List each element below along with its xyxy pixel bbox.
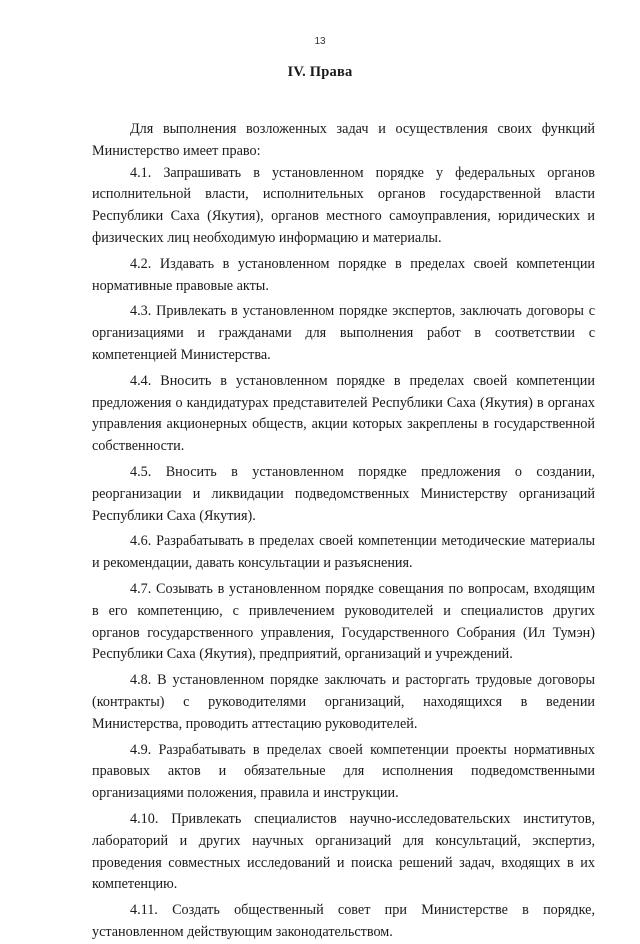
clause-4-3: 4.3. Привлекать в установленном порядке экспертов, заключать договоры с организациями и гражданами для выполнения работ в соответствии с компетенцией Министерства.: [92, 303, 595, 363]
section-body: [92, 119, 595, 944]
intro-paragraph: Для выполнения возложенных задач и осуществления своих функций Министерство имеет право:: [92, 121, 595, 159]
clause-4-9: 4.9. Разрабатывать в пределах своей компетенции проекты нормативных правовых актов и обязательные для исполнения подведомственными организациями положения, правила и инструкции.: [92, 741, 595, 802]
clause-4-8: 4.8. В установленном порядке заключать и расторгать трудовые договоры (контракты) с руководителями организаций, находящихся в ведении Министерства, проводить аттестацию руководителей.: [92, 672, 595, 732]
clause-4-2: 4.2. Издавать в установленном порядке в пределах своей компетенции нормативные правовые акты.: [92, 255, 595, 294]
clause-4-1: 4.1. Запрашивать в установленном порядке у федеральных органов исполнительной власти, исполнительных органов государственной власти Республики Саха (Якутия), органов местного самоуправления, юридических и физических лиц необходимую информацию и материалы.: [92, 164, 595, 246]
clause-4-11: 4.11. Создать общественный совет при Министерстве в порядке, установленном действующим законодательством.: [92, 902, 595, 940]
clause-4-5: 4.5. Вносить в установленном порядке предложения о создании, реорганизации и ликвидации подведомственных Министерству организаций Республики Саха (Якутия).: [92, 463, 595, 524]
clause-4-7: 4.7. Созывать в установленном порядке совещания по вопросам, входящим в его компетенцию, с привлечением руководителей и специалистов других органов государственного управления, Государственного Собрания (Ил Тумэн) Республики Саха (Якутия), предприятий, организаций и учреждений.: [92, 580, 595, 663]
page-number: 13: [314, 36, 326, 47]
clause-4-10: 4.10. Привлекать специалистов научно-исследовательских институтов, лабораторий и других научных организаций для консультаций, экспертиз, проведения совместных исследований и поиска решений задач, входящих в их компетенцию.: [92, 810, 595, 893]
clause-4-6: 4.6. Разрабатывать в пределах своей компетенции методические материалы и рекомендации, давать консультации и разъяснения.: [92, 533, 595, 572]
section-title: IV. Права: [287, 64, 353, 80]
clause-4-4: 4.4. Вносить в установленном порядке в пределах своей компетенции предложения о кандидатурах представителей Республики Саха (Якутия) в органах управления акционерных обществ, акции которых закреплены в государственной собственности.: [92, 372, 595, 455]
